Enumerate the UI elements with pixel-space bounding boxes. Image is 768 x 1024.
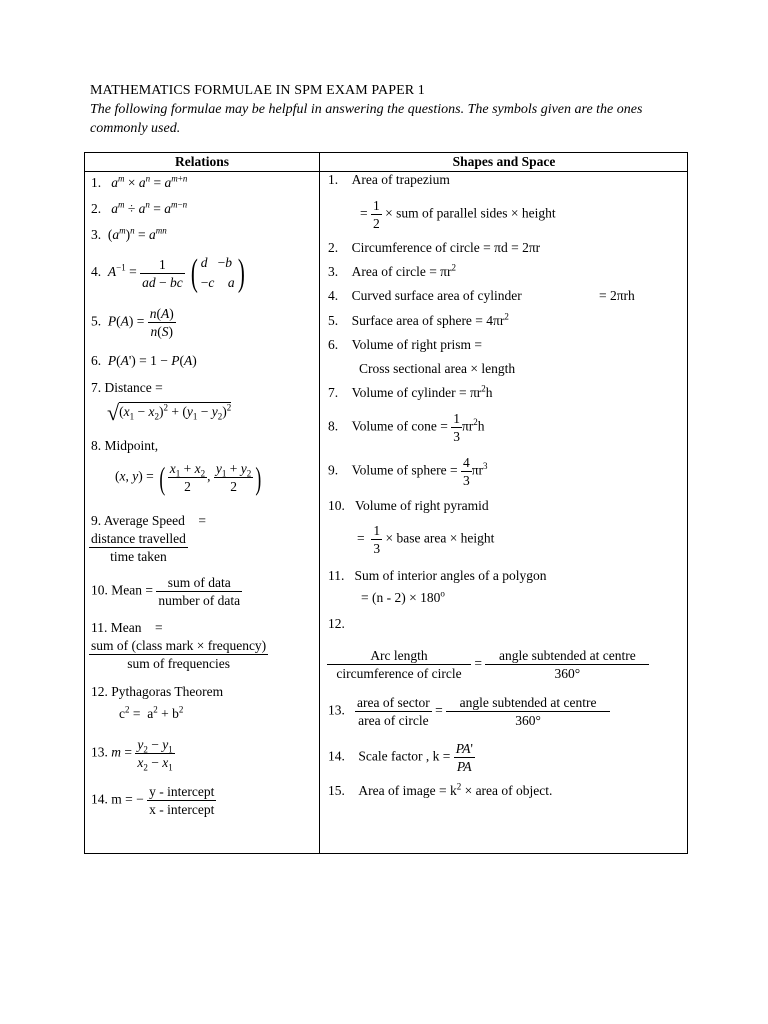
shape-6: 6. Volume of right prism = xyxy=(328,337,482,352)
relation-6: 6. P(A') = 1 − P(A) xyxy=(91,353,197,368)
shapes-header: Shapes and Space xyxy=(452,154,556,169)
shape-3: 3. Area of circle = $\pi r^2$ xyxy=(328,262,456,279)
relation-1: 1. $a^m \times a^n = a^{m+n}$ xyxy=(91,173,188,190)
relation-9-label: 9. Average Speed = xyxy=(91,513,206,528)
relation-8-formula: (x, y) = ( $\frac{x_1 + x_2}{2}$ , $\frac{y_1 + y_2}{2}$ ) xyxy=(115,459,262,496)
relation-14: 14. m = − $\frac{\text{y - intercept}}{\text{x - intercept}}$ xyxy=(91,784,215,817)
shape-6-line2: Cross sectional area × length xyxy=(359,361,516,376)
shape-10-formula: = $\frac{1}{3}$ × base area × height xyxy=(357,523,495,556)
shape-4: 4. Curved surface area of cylinder xyxy=(328,288,522,303)
shape-10: 10. Volume of right pyramid xyxy=(328,498,489,513)
relation-2: 2. $a^m \div a^n = a^{m-n}$ xyxy=(91,199,188,216)
relation-12-formula: $c^2 = a^2 + b^2$ xyxy=(119,704,184,721)
relation-13: 13. m = $\frac{y_2 - y_1}{x_2 - x_1}$ xyxy=(91,737,173,773)
document-intro: The following formulae may be helpful in answering the questions. The symbols given are the ones commonly used. xyxy=(90,102,643,136)
shape-13: 13. $\frac{\text{area of sector}}{\text{area of circle}}$ = $\frac{\text{angle subtended at centre}}{360^\circ}$ xyxy=(328,694,610,729)
shape-1-label: 1. Area of trapezium xyxy=(328,172,450,187)
shape-11: 11. Sum of interior angles of a polygon xyxy=(328,568,547,583)
column-divider xyxy=(319,153,320,853)
relation-12-label: 12. Pythagoras Theorem xyxy=(91,684,224,699)
relation-9-fraction: $\frac{\text{distance travelled}}{\text{time taken}}$ xyxy=(91,531,186,564)
shape-4-value: = 2πrh xyxy=(599,288,635,303)
shape-5: 5. Surface area of sphere = $4\pi r^2$ xyxy=(328,311,509,328)
shape-8: 8. Volume of cone = $\frac{1}{3}$ $\pi r^2h$ xyxy=(328,411,485,444)
relation-8-label: 8. Midpoint, xyxy=(91,438,159,453)
relation-10: 10. Mean = $\frac{\text{sum of data}}{\text{number of data}}$ xyxy=(91,575,241,608)
shape-12-formula: $\frac{\text{Arc length}}{\text{circumference of circle}}$ = $\frac{\text{angle subtended at centre}}{360^\circ}$ xyxy=(327,647,649,682)
relation-3: 3. $(a^m)^n = a^{mn}$ xyxy=(91,225,167,242)
shape-1-formula: = $\frac{1}{2}$ × sum of parallel sides × height xyxy=(360,198,556,231)
shape-2: 2. Circumference of circle = πd = 2πr xyxy=(328,240,541,255)
shape-7: 7. Volume of cylinder = $\pi r^2h$ xyxy=(328,383,493,400)
shape-15: 15. Area of image = $k^2$ × area of object. xyxy=(328,781,553,798)
relation-5: 5. P(A) = $\frac{n(A)}{n(S)}$ xyxy=(91,306,174,339)
shape-9: 9. Volume of sphere = $\frac{4}{3}$ $\pi r^3$ xyxy=(328,455,488,488)
shape-12-label: 12. xyxy=(328,616,345,631)
relation-11-label: 11. Mean = xyxy=(91,620,163,635)
relation-7-formula: $√(x_1 - x_2)^2 + (y_1 - y_2)^2$ xyxy=(107,400,232,425)
relation-4: 4. $A^{-1}$ = $\frac{1}{ad - bc}$ ( d −b −c a ) xyxy=(91,252,245,294)
formula-table xyxy=(84,152,688,854)
shape-11-formula: = $(n - 2) \times 180^o$ xyxy=(361,588,445,605)
document-title: MATHEMATICS FORMULAE IN SPM EXAM PAPER 1 xyxy=(90,83,425,98)
shape-14: 14. Scale factor , k = $\frac{PA'}{PA}$ xyxy=(328,741,473,774)
relations-header: Relations xyxy=(175,154,229,169)
relation-11-fraction: $\frac{\text{sum of (class mark × frequency)}}{\text{sum of frequencies}}$ xyxy=(91,638,267,671)
relation-7-label: 7. Distance = xyxy=(91,380,163,395)
